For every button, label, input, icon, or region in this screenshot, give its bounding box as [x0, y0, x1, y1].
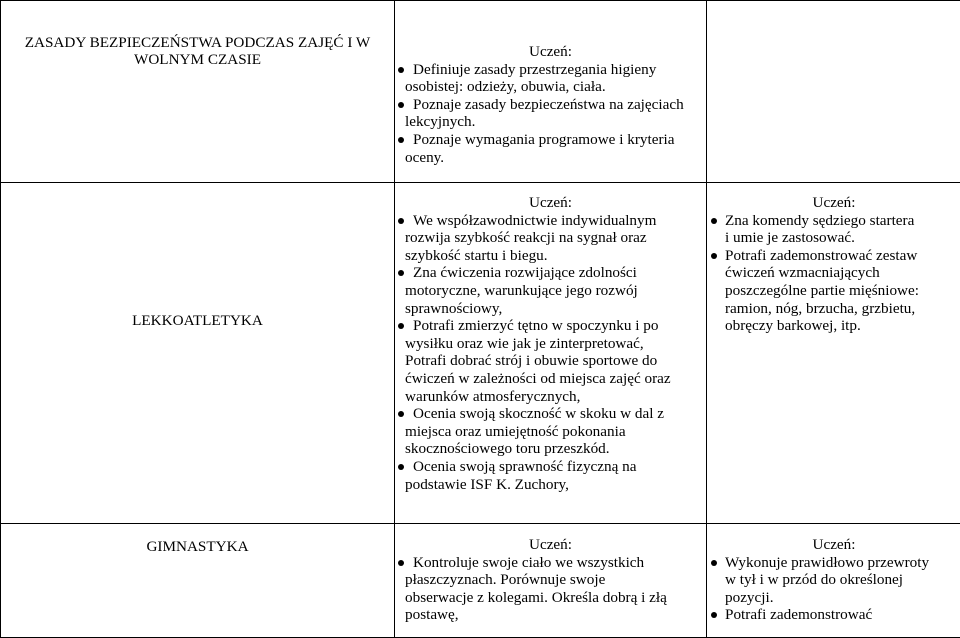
category-title: LEKKOATLETYKA: [1, 312, 394, 330]
item-text-line: Zna komendy sędziego startera: [707, 212, 960, 230]
category-cell: [1, 1, 395, 183]
item-text-line: Kontroluje swoje ciało we wszystkich: [395, 554, 706, 572]
item-text-line: postawę,: [395, 606, 706, 624]
skill-list: [395, 212, 706, 353]
item-text-line: Potrafi zademonstrować: [707, 606, 960, 624]
item-text-line: i umie je zastosować.: [707, 229, 960, 247]
item-text-line: rozwija szybkość reakcji na sygnał oraz: [395, 229, 706, 247]
skills-cell: [395, 524, 707, 638]
bullet-icon: [711, 218, 717, 224]
bullet-icon: [398, 560, 404, 566]
list-item: [395, 405, 706, 458]
skill-list: [395, 554, 706, 624]
item-text-line: Potrafi zademonstrować zestaw: [707, 247, 960, 265]
item-text-line: osobistej: odzieży, obuwia, ciała.: [395, 78, 706, 96]
item-text-line: pozycji.: [707, 589, 960, 607]
student-header: Uczeń:: [395, 43, 706, 61]
list-item: [395, 212, 706, 265]
item-text-line: podstawie ISF K. Zuchory,: [395, 476, 706, 494]
item-text-line: Wykonuje prawidłowo przewroty: [707, 554, 960, 572]
bullet-icon: [398, 67, 404, 73]
list-item: [395, 264, 706, 317]
student-header: Uczeń:: [395, 194, 706, 212]
extended-skills-cell: [707, 524, 960, 638]
item-text-line: wysiłku oraz wie jak je zinterpretować,: [395, 335, 706, 353]
list-item: [707, 554, 960, 607]
list-item: [395, 96, 706, 131]
row-safety: [1, 1, 960, 183]
student-header: Uczeń:: [707, 536, 960, 554]
skills-cell: [395, 1, 707, 183]
item-text-line: obręczy barkowej, itp.: [707, 317, 960, 335]
row-athletics: [1, 183, 960, 524]
category-cell: [1, 183, 395, 524]
row-gymnastics: [1, 524, 960, 638]
item-text-line: Definiuje zasady przestrzegania higieny: [395, 61, 706, 79]
item-text-line: Poznaje wymagania programowe i kryteria: [395, 131, 706, 149]
skill-list: [395, 405, 706, 493]
list-item: [395, 554, 706, 624]
item-text-line: Ocenia swoją sprawność fizyczną na: [395, 458, 706, 476]
item-text-line: Potrafi dobrać strój i obuwie sportowe do: [405, 352, 706, 370]
item-text-line: oceny.: [395, 149, 706, 167]
skills-cell: [395, 183, 707, 524]
item-text-line: motoryczne, warunkujące jego rozwój: [395, 282, 706, 300]
item-text-line: Ocenia swoją skoczność w skoku w dal z: [395, 405, 706, 423]
skill-list: [395, 61, 706, 167]
item-text-line: skocznościowego toru przeszkód.: [395, 440, 706, 458]
bullet-icon: [398, 102, 404, 108]
category-title: ZASADY BEZPIECZEŃSTWA PODCZAS ZAJĘĆ I W WOLNYM CZASIE: [1, 1, 394, 68]
item-text-line: lekcyjnych.: [395, 113, 706, 131]
category-title: GIMNASTYKA: [1, 524, 394, 556]
item-text-line: obserwacje z kolegami. Określa dobrą i złą: [395, 589, 706, 607]
item-text-line: poszczególne partie mięśniowe:: [707, 282, 960, 300]
item-text-line: We współzawodnictwie indywidualnym: [395, 212, 706, 230]
item-text-line: Poznaje zasady bezpieczeństwa na zajęciach: [395, 96, 706, 114]
bullet-icon: [711, 253, 717, 259]
list-item: [707, 212, 960, 247]
item-text-line: szybkość startu i biegu.: [395, 247, 706, 265]
item-text-line: sprawnościowy,: [395, 300, 706, 318]
bullet-icon: [398, 464, 404, 470]
student-header: Uczeń:: [395, 536, 706, 554]
skill-list: [707, 212, 960, 335]
student-header: Uczeń:: [707, 194, 960, 212]
extended-skills-cell: [707, 1, 960, 183]
list-item: [707, 247, 960, 335]
bullet-icon: [398, 218, 404, 224]
list-item: [395, 61, 706, 96]
bullet-icon: [398, 137, 404, 143]
item-text-line: płaszczyznach. Porównuje swoje: [395, 571, 706, 589]
bullet-icon: [711, 560, 717, 566]
skill-list: [707, 554, 960, 624]
item-text-line: ćwiczeń w zależności od miejsca zajęć oraz: [405, 370, 706, 388]
extended-skills-cell: [707, 183, 960, 524]
item-text-line: ramion, nóg, brzucha, grzbietu,: [707, 300, 960, 318]
skill-plain-text: [395, 352, 706, 405]
item-text-line: w tył i w przód do określonej: [707, 571, 960, 589]
list-item: [395, 317, 706, 352]
list-item: [395, 131, 706, 166]
item-text-line: Zna ćwiczenia rozwijające zdolności: [395, 264, 706, 282]
list-item: [395, 458, 706, 493]
item-text-line: warunków atmosferycznych,: [405, 388, 706, 406]
item-text-line: miejsca oraz umiejętność pokonania: [395, 423, 706, 441]
item-text-line: ćwiczeń wzmacniających: [707, 264, 960, 282]
item-text-line: Potrafi zmierzyć tętno w spoczynku i po: [395, 317, 706, 335]
category-cell: [1, 524, 395, 638]
list-item: [707, 606, 960, 624]
